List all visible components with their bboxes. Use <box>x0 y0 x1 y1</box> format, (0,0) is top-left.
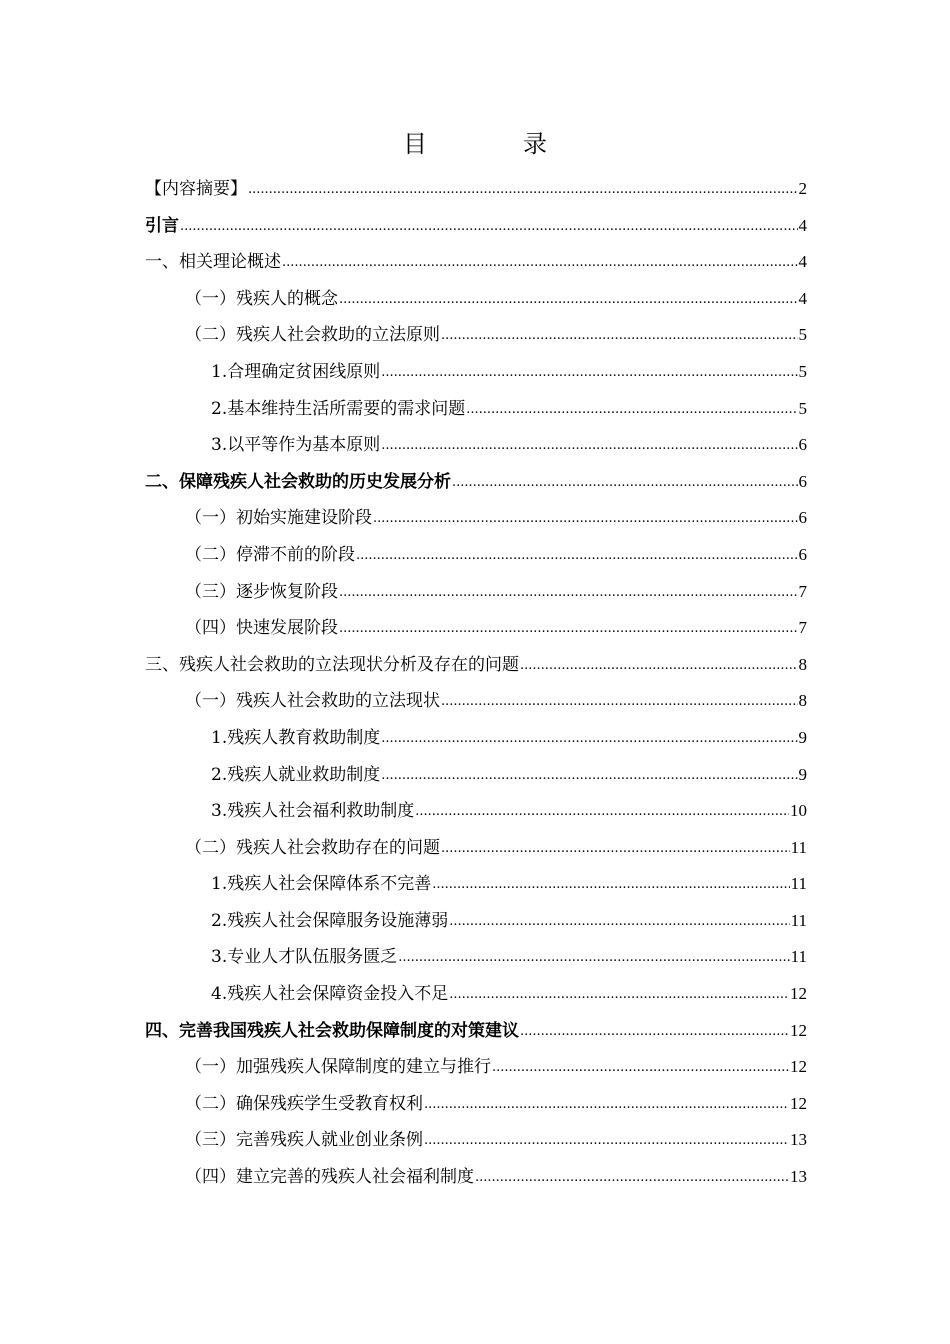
toc-entry-page-number: 6 <box>798 435 807 455</box>
toc-entry[interactable] <box>145 613 807 650</box>
toc-leader-dots <box>441 328 798 343</box>
toc-entry-title: 1.残疾人社会保障体系不完善 <box>211 874 432 895</box>
toc-entry-title: （三）逐步恢复阶段 <box>185 581 338 602</box>
toc-leader-dots <box>475 1170 789 1185</box>
toc-entry-page-number: 13 <box>790 1130 807 1150</box>
toc-entry-page-number: 9 <box>798 764 807 784</box>
toc-entry[interactable] <box>145 906 807 943</box>
toc-title-char-1: 目 <box>403 130 427 158</box>
toc-entry[interactable] <box>145 686 807 723</box>
toc-entry-page-number: 11 <box>790 947 807 967</box>
toc-entry-title: 引言 <box>145 215 179 236</box>
toc-leader-dots <box>381 731 797 746</box>
toc-entry-page-number: 4 <box>798 215 807 235</box>
toc-leader-dots <box>432 877 789 892</box>
toc-entry-page-number: 7 <box>798 618 807 638</box>
toc-entry-page-number: 12 <box>790 1020 807 1040</box>
toc-entry[interactable] <box>145 247 807 284</box>
toc-entry-page-number: 9 <box>798 727 807 747</box>
toc-leader-dots <box>356 548 798 563</box>
toc-entry-page-number: 11 <box>790 874 807 894</box>
toc-leader-dots <box>381 768 797 783</box>
toc-entry[interactable] <box>145 284 807 321</box>
toc-entry[interactable] <box>145 1162 807 1199</box>
toc-entry-page-number: 5 <box>798 361 807 381</box>
toc-leader-dots <box>248 182 798 197</box>
toc-entry[interactable] <box>145 357 807 394</box>
toc-leader-dots <box>449 987 789 1002</box>
toc-entry-page-number: 4 <box>798 288 807 308</box>
toc-entry-title: 【内容摘要】 <box>145 179 247 199</box>
toc-entry-title: （一）加强残疾人保障制度的建立与推行 <box>185 1057 491 1078</box>
toc-entry-title: （一）残疾人的概念 <box>185 288 338 309</box>
toc-entry-title: 1.残疾人教育救助制度 <box>211 727 381 748</box>
toc-entry-page-number: 10 <box>790 801 807 821</box>
toc-entry-page-number: 12 <box>790 1057 807 1077</box>
toc-entry[interactable] <box>145 1016 807 1053</box>
toc-entry[interactable] <box>145 467 807 504</box>
toc-leader-dots <box>415 804 789 819</box>
toc-leader-dots <box>339 621 798 636</box>
toc-entry-page-number: 6 <box>798 544 807 564</box>
toc-entry-page-number: 2 <box>798 179 807 198</box>
toc-leader-dots <box>452 475 798 490</box>
toc-entry-title: 3.专业人才队伍服务匮乏 <box>211 947 398 968</box>
toc-entry-title: （二）残疾人社会救助存在的问题 <box>185 837 440 858</box>
toc-entry[interactable] <box>145 211 807 248</box>
toc-leader-dots <box>424 1133 789 1148</box>
toc-entry-title: （二）确保残疾学生受教育权利 <box>185 1093 423 1114</box>
toc-entry-title: 一、相关理论概述 <box>145 252 281 273</box>
toc-entry[interactable] <box>145 979 807 1016</box>
toc-entry[interactable] <box>145 760 807 797</box>
toc-leader-dots <box>441 841 790 856</box>
toc-leader-dots <box>466 402 797 417</box>
toc-entry[interactable] <box>145 796 807 833</box>
toc-leader-dots <box>441 694 798 709</box>
toc-entry[interactable] <box>145 577 807 614</box>
toc-leader-dots <box>373 511 798 526</box>
toc-entry-page-number: 12 <box>790 1093 807 1113</box>
toc-entry[interactable] <box>145 1089 807 1126</box>
toc-entry-page-number: 12 <box>790 984 807 1004</box>
toc-leader-dots <box>449 914 789 929</box>
toc-entry-page-number: 5 <box>798 325 807 345</box>
toc-entry-title: 2.残疾人就业救助制度 <box>211 764 381 785</box>
toc-entry-title: 3.以平等作为基本原则 <box>211 435 381 456</box>
toc-entry-title: 三、残疾人社会救助的立法现状分析及存在的问题 <box>145 654 519 675</box>
toc-entry-page-number: 6 <box>798 471 807 491</box>
toc-leader-dots <box>282 255 798 270</box>
toc-entry[interactable] <box>145 174 807 211</box>
toc-entry[interactable] <box>145 833 807 870</box>
toc-title-char-2: 录 <box>523 130 547 158</box>
table-of-contents <box>145 174 807 1199</box>
toc-entry-title: （四）快速发展阶段 <box>185 618 338 639</box>
toc-entry-page-number: 13 <box>790 1167 807 1187</box>
toc-entry[interactable] <box>145 320 807 357</box>
toc-leader-dots <box>381 365 797 380</box>
toc-entry-title: （二）停滞不前的阶段 <box>185 544 355 565</box>
toc-entry-title: 四、完善我国残疾人社会救助保障制度的对策建议 <box>145 1020 519 1041</box>
toc-leader-dots <box>492 1060 789 1075</box>
toc-entry-page-number: 8 <box>798 654 807 674</box>
toc-entry-title: （四）建立完善的残疾人社会福利制度 <box>185 1167 474 1188</box>
toc-entry-page-number: 8 <box>798 691 807 711</box>
toc-entry-title: 4.残疾人社会保障资金投入不足 <box>211 984 449 1005</box>
toc-leader-dots <box>180 219 798 234</box>
toc-entry[interactable] <box>145 540 807 577</box>
toc-leader-dots <box>381 438 797 453</box>
toc-entry[interactable] <box>145 430 807 467</box>
toc-entry-page-number: 11 <box>790 837 807 857</box>
toc-entry-title: 二、保障残疾人社会救助的历史发展分析 <box>145 471 451 492</box>
toc-entry[interactable] <box>145 650 807 687</box>
toc-leader-dots <box>339 585 798 600</box>
toc-title <box>0 124 950 159</box>
toc-leader-dots <box>520 1024 789 1039</box>
toc-leader-dots <box>339 292 798 307</box>
toc-leader-dots <box>424 1097 789 1112</box>
toc-entry-title: 2.基本维持生活所需要的需求问题 <box>211 398 466 419</box>
toc-entry[interactable] <box>145 503 807 540</box>
toc-entry-title: （一）残疾人社会救助的立法现状 <box>185 691 440 712</box>
toc-entry-title: 2.残疾人社会保障服务设施薄弱 <box>211 910 449 931</box>
toc-entry-title: （一）初始实施建设阶段 <box>185 508 372 529</box>
toc-entry[interactable] <box>145 394 807 431</box>
toc-entry[interactable] <box>145 869 807 906</box>
toc-entry-title: 1.合理确定贫困线原则 <box>211 361 381 382</box>
toc-entry-page-number: 4 <box>798 252 807 272</box>
toc-entry-title: （二）残疾人社会救助的立法原则 <box>185 325 440 346</box>
toc-leader-dots <box>520 658 798 673</box>
toc-entry[interactable] <box>145 1125 807 1162</box>
toc-leader-dots <box>398 950 789 965</box>
toc-entry-page-number: 6 <box>798 508 807 528</box>
toc-entry-page-number: 7 <box>798 581 807 601</box>
toc-entry[interactable] <box>145 942 807 979</box>
toc-entry-page-number: 11 <box>790 910 807 930</box>
toc-entry-title: 3.残疾人社会福利救助制度 <box>211 801 415 822</box>
toc-entry-page-number: 5 <box>798 398 807 418</box>
toc-entry[interactable] <box>145 1052 807 1089</box>
toc-entry[interactable] <box>145 723 807 760</box>
toc-entry-title: （三）完善残疾人就业创业条例 <box>185 1130 423 1151</box>
